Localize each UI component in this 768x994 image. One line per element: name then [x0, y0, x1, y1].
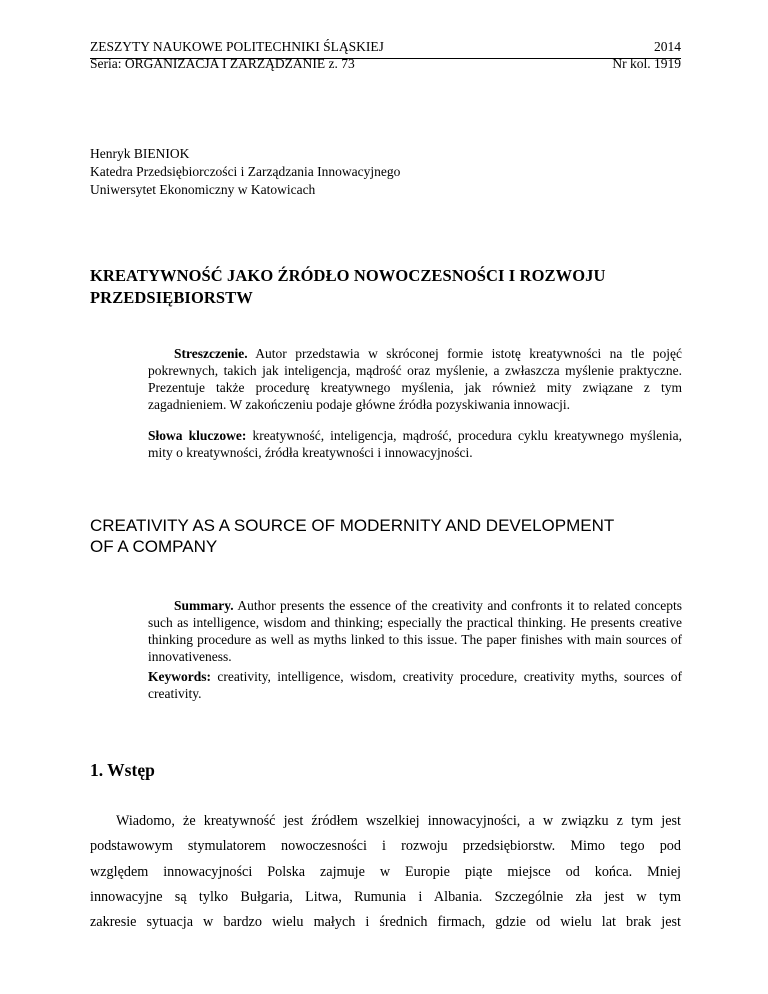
body-line: zakresie sytuacja w bardzo wielu małych i średnich firmach, gdzie od wielu lat brak jest	[90, 914, 681, 931]
body-paragraph	[90, 809, 681, 935]
title-english-line: CREATIVITY AS A SOURCE OF MODERNITY AND DEVELOPMENT	[90, 516, 615, 535]
series-name: Seria: ORGANIZACJA I ZARZĄDZANIE z. 73	[90, 56, 355, 71]
keywords-polish-label: Słowa kluczowe:	[148, 428, 247, 443]
issue-number: Nr kol. 1919	[612, 56, 681, 71]
abstract-english-label: Summary.	[174, 598, 234, 613]
running-header-right	[612, 38, 681, 72]
author-department: Katedra Przedsiębiorczości i Zarządzania Innowacyjnego	[90, 164, 401, 179]
body-line: innowacyjne są tylko Bułgaria, Litwa, Rumunia i Albania. Szczególnie zła jest w tym	[90, 888, 681, 905]
abstract-polish-label: Streszczenie.	[174, 346, 248, 361]
title-polish-line: PRZEDSIĘBIORSTW	[90, 288, 253, 307]
journal-name: ZESZYTY NAUKOWE POLITECHNIKI ŚLĄSKIEJ	[90, 39, 384, 54]
keywords-english	[148, 668, 682, 702]
author-name: Henryk BIENIOK	[90, 146, 190, 161]
abstract-english-text: Summary. Author presents the essence of the creativity and confronts it to related concepts such as intelligence, wisdom and thinking; especially the practical thinking. He presents creative thinking procedure as well as myths linked to this issue. The paper finishes with main sources of innovativeness.	[148, 598, 682, 664]
author-block	[90, 145, 400, 199]
title-english-line: OF A COMPANY	[90, 537, 218, 556]
abstract-polish-text: Streszczenie. Autor przedstawia w skróconej formie istotę kreatywności na tle pojęć pokrewnych, takich jak inteligencja, mądrość oraz myślenie, a zwłaszcza myślenie praktyczne. Prezentuje także procedurę kreatywnego myślenia, jak również mity związane z tym zagadnieniem. W zakończeniu podaje główne źródła pozyskiwania innowacji.	[148, 346, 682, 412]
body-line: podstawowym stymulatorem nowoczesności i rozwoju przedsiębiorstw. Mimo tego pod	[90, 838, 681, 855]
body-line: Wiadomo, że kreatywność jest źródłem wszelkiej innowacyjności, a w związku z tym jest	[116, 813, 681, 829]
body-line: względem innowacyjności Polska zajmuje w Europie piąte miejsce od końca. Mniej	[90, 863, 681, 880]
section-heading: 1. Wstęp	[90, 760, 155, 780]
header-rule	[90, 58, 681, 59]
keywords-english-label: Keywords:	[148, 669, 211, 684]
year: 2014	[654, 39, 681, 54]
title-polish	[90, 265, 690, 309]
keywords-english-text: Keywords: creativity, intelligence, wisdom, creativity procedure, creativity myths, sources of creativity.	[148, 669, 682, 701]
title-english	[90, 515, 710, 557]
abstract-english	[148, 597, 682, 665]
author-university: Uniwersytet Ekonomiczny w Katowicach	[90, 182, 316, 197]
abstract-polish	[148, 345, 682, 413]
running-header-left	[90, 38, 384, 72]
title-polish-line: KREATYWNOŚĆ JAKO ŹRÓDŁO NOWOCZESNOŚCI I ROZWOJU	[90, 266, 606, 285]
keywords-polish-text: Słowa kluczowe: kreatywność, inteligencja, mądrość, procedura cyklu kreatywnego myślenia, mity o kreatywności, źródła kreatywności i innowacyjności.	[148, 428, 682, 460]
keywords-polish	[148, 427, 682, 461]
